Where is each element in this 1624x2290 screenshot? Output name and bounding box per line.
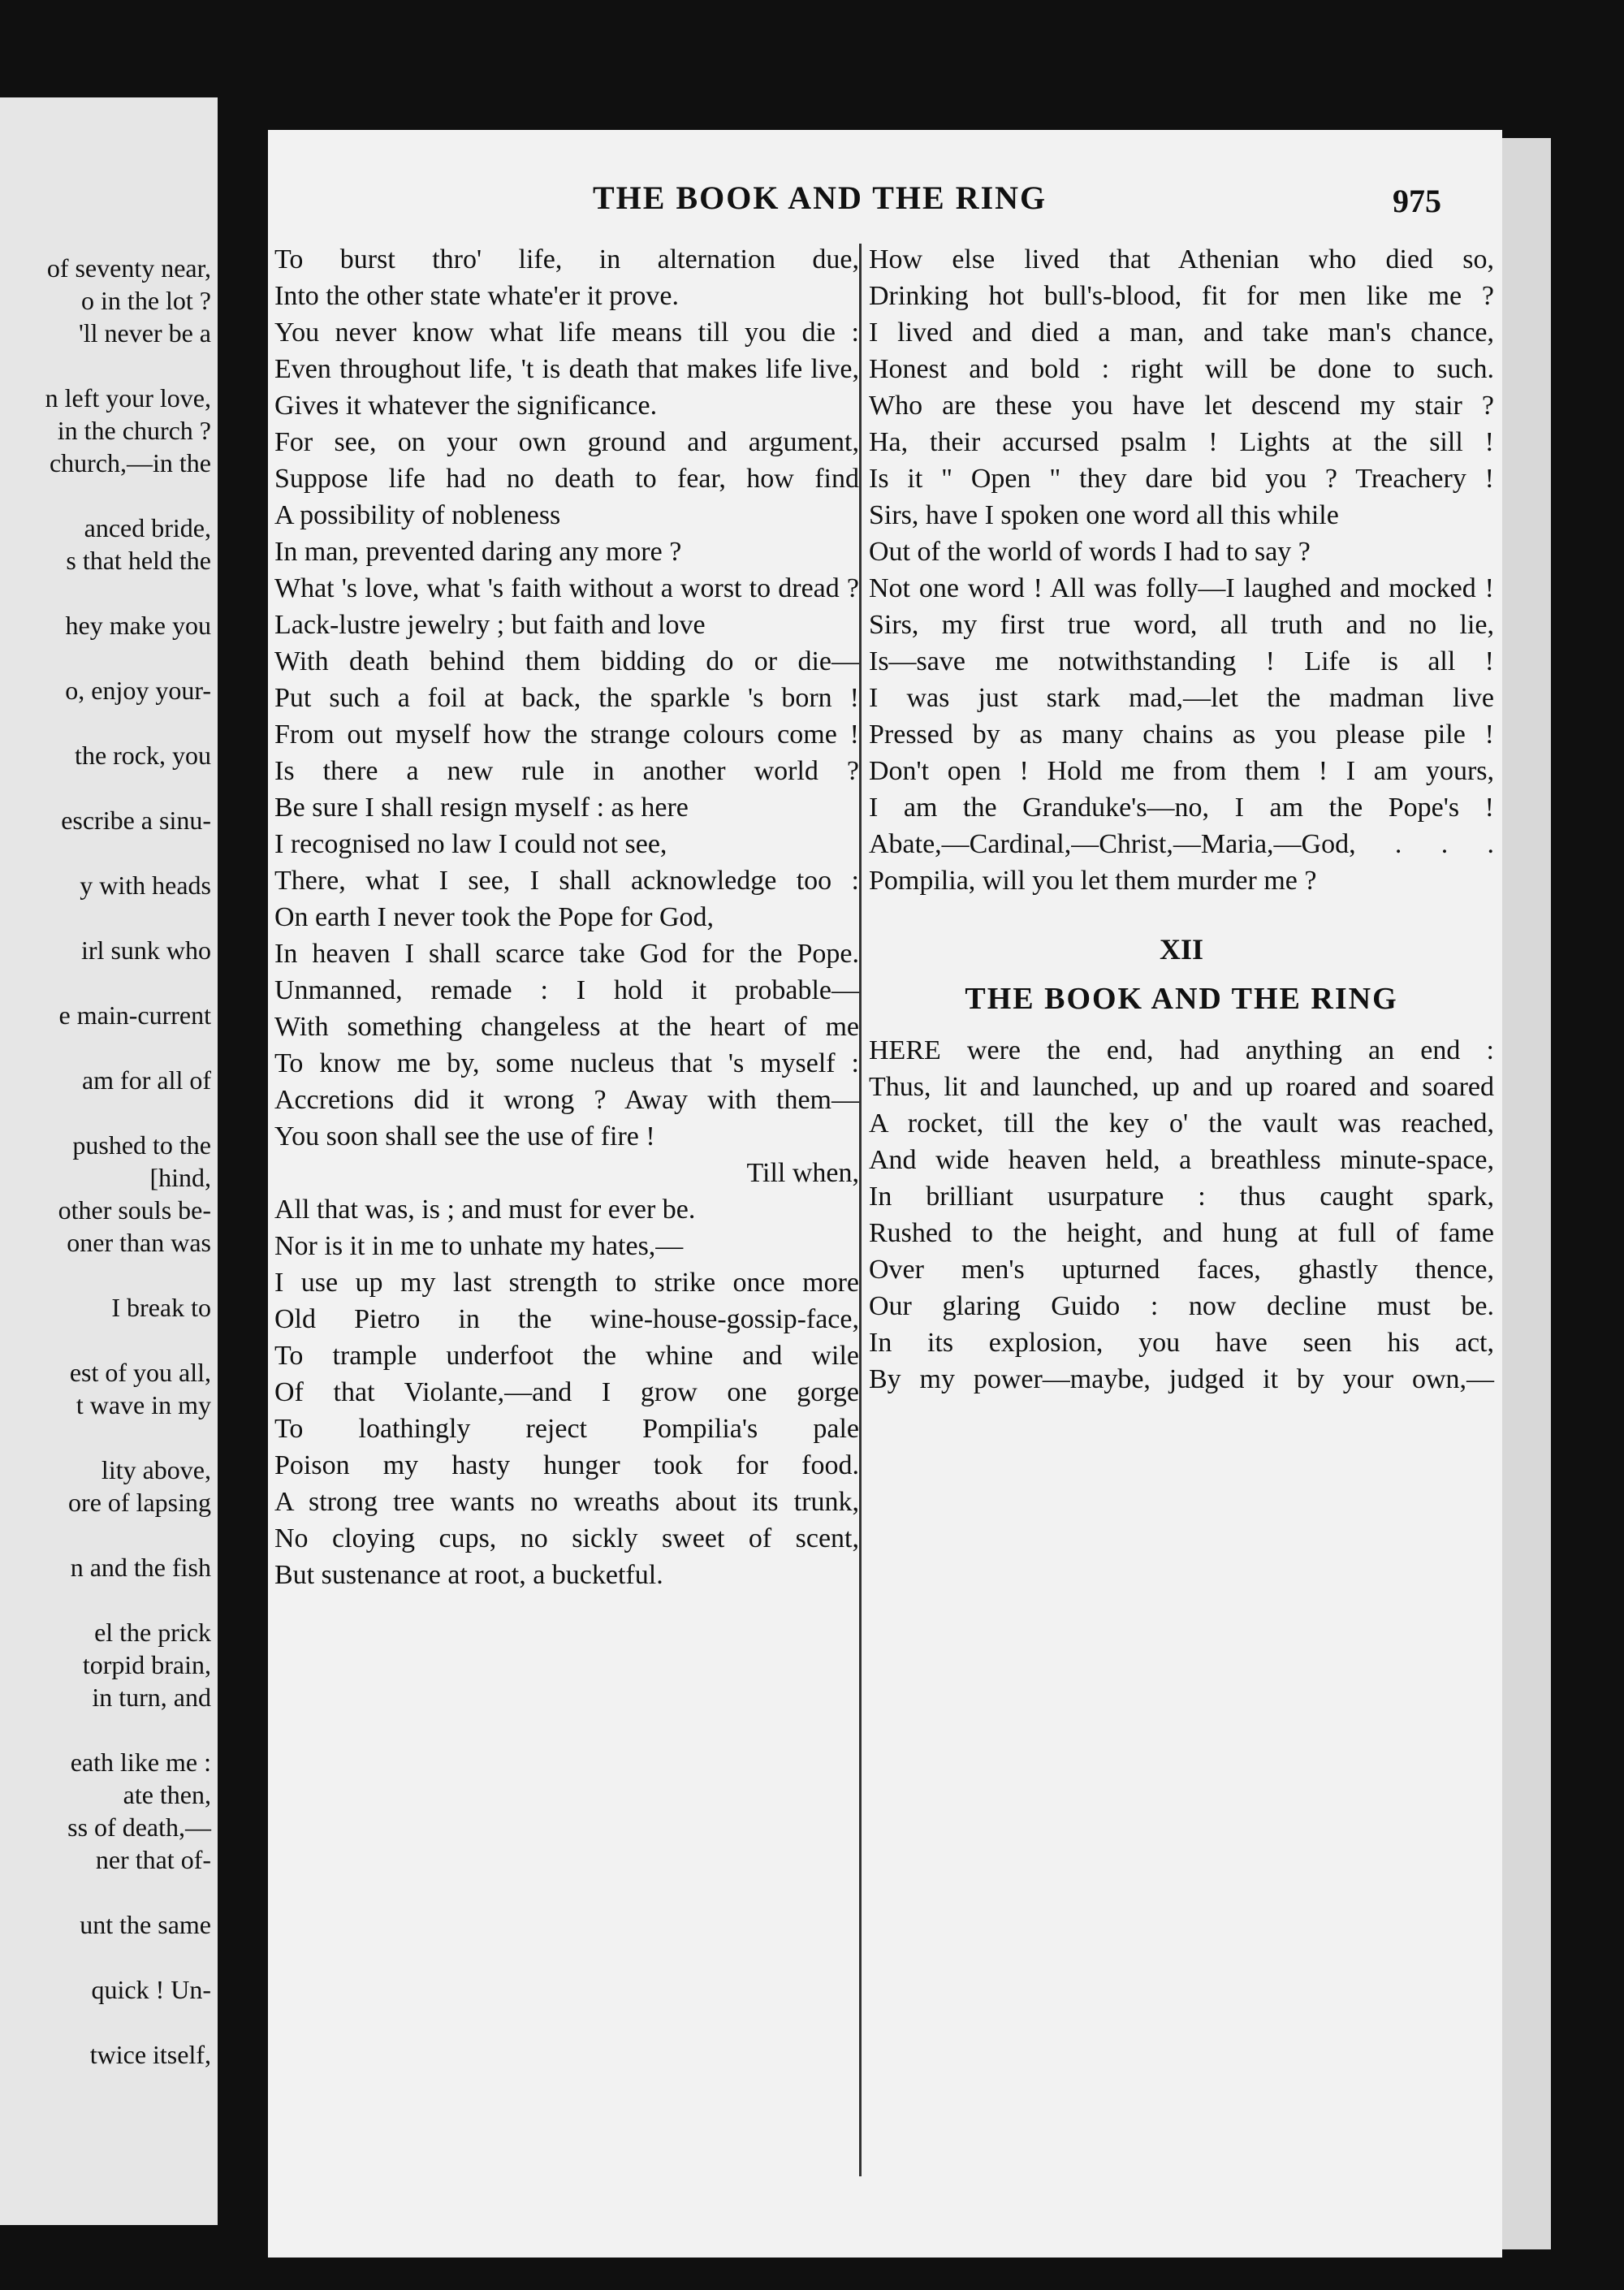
- verse-line: In its explosion, you have seen his act,: [869, 1328, 1494, 1358]
- left-page-line: of seventy near,: [46, 253, 211, 283]
- verse-line: Is it " Open " they dare bid you ? Treachery !: [869, 464, 1494, 494]
- left-page-line: e main-current: [58, 1000, 211, 1030]
- left-page-line: n and the fish: [70, 1553, 211, 1582]
- verse-line: To burst thro' life, in alternation due,: [274, 244, 859, 274]
- verse-line: Old Pietro in the wine-house-gossip-face,: [274, 1304, 859, 1334]
- left-page-line: t wave in my: [76, 1390, 211, 1419]
- verse-line: All that was, is ; and must for ever be.: [274, 1195, 696, 1225]
- left-page-line: o in the lot ?: [81, 286, 211, 315]
- page-number: 975: [1393, 183, 1441, 219]
- left-page-line: torpid brain,: [82, 1650, 211, 1679]
- left-page-line: ate then,: [123, 1780, 211, 1809]
- section-title: THE BOOK AND THE RING: [965, 982, 1398, 1016]
- left-page-line: pushed to the: [72, 1130, 211, 1160]
- left-page-line: n left your love,: [45, 383, 211, 413]
- left-page-line: y with heads: [80, 871, 211, 900]
- running-title: THE BOOK AND THE RING: [593, 179, 1047, 216]
- verse-line: Rushed to the height, and hung at full of fame: [869, 1218, 1494, 1248]
- verse-line: Accretions did it wrong ? Away with them—: [274, 1085, 859, 1115]
- verse-line: I was just stark mad,—let the madman live: [869, 683, 1494, 713]
- left-page-line: est of you all,: [69, 1358, 211, 1387]
- left-page-line: ss of death,—: [67, 1813, 211, 1842]
- verse-line: Don't open ! Hold me from them ! I am yours,: [869, 756, 1494, 786]
- left-page-line: church,—in the: [49, 448, 211, 477]
- verse-line: Honest and bold : right will be done to such.: [869, 354, 1494, 384]
- verse-line: To know me by, some nucleus that 's myself :: [274, 1048, 859, 1078]
- verse-line: But sustenance at root, a bucketful.: [274, 1560, 663, 1590]
- verse-line: Thus, lit and launched, up and up roared and soared: [869, 1072, 1494, 1102]
- verse-line: Sirs, have I spoken one word all this while: [869, 500, 1339, 530]
- verse-line: Our glaring Guido : now decline must be.: [869, 1291, 1494, 1321]
- verse-line: Nor is it in me to unhate my hates,—: [274, 1231, 684, 1261]
- verse-line: On earth I never took the Pope for God,: [274, 902, 715, 932]
- verse-line: To trample underfoot the whine and wile: [274, 1341, 859, 1371]
- left-page-line: o, enjoy your-: [65, 676, 211, 705]
- page-header: [268, 179, 1502, 227]
- left-page-line: quick ! Un-: [91, 1975, 211, 2004]
- verse-line: A strong tree wants no wreaths about its trunk,: [274, 1487, 859, 1517]
- verse-line: In heaven I shall scarce take God for the Pope.: [274, 939, 859, 969]
- verse-line: Ha, their accursed psalm ! Lights at the sill !: [869, 427, 1494, 457]
- verse-line: Into the other state whate'er it prove.: [274, 281, 679, 311]
- verse-line: In man, prevented daring any more ?: [274, 537, 682, 567]
- verse-line: Sirs, my first true word, all truth and no lie,: [869, 610, 1494, 640]
- verse-line: I lived and died a man, and take man's chance,: [869, 318, 1494, 348]
- left-page-line: ner that of-: [95, 1845, 211, 1874]
- left-page-line: I break to: [111, 1293, 211, 1322]
- verse-line: Of that Violante,—and I grow one gorge: [274, 1377, 859, 1407]
- verse-line: Not one word ! All was folly—I laughed and mocked !: [869, 573, 1494, 603]
- left-page-line: in the church ?: [57, 416, 211, 445]
- verse-line: Put such a foil at back, the sparkle 's born !: [274, 683, 859, 713]
- verse-line: Gives it whatever the significance.: [274, 391, 658, 421]
- verse-line: With something changeless at the heart of me: [274, 1012, 859, 1042]
- verse-line: Pressed by as many chains as you please pile !: [869, 719, 1494, 750]
- verse-line: Is—save me notwithstanding ! Life is all !: [869, 646, 1494, 676]
- verse-line: Till when,: [746, 1158, 859, 1188]
- verse-line: A rocket, till the key o' the vault was reached,: [869, 1108, 1494, 1139]
- verse-line: Who are these you have let descend my stair ?: [869, 391, 1494, 421]
- verse-line: There, what I see, I shall acknowledge too :: [274, 866, 859, 896]
- verse-line: Abate,—Cardinal,—Christ,—Maria,—God, . . .: [869, 829, 1494, 859]
- left-page-line: [hind,: [149, 1163, 211, 1192]
- section-number: XII: [1159, 933, 1204, 966]
- left-page-line: irl sunk who: [81, 935, 211, 965]
- verse-line: Over men's upturned faces, ghastly thence,: [869, 1255, 1494, 1285]
- verse-line: You soon shall see the use of fire !: [274, 1121, 655, 1151]
- verse-line: Suppose life had no death to fear, how find: [274, 464, 859, 494]
- left-page-line: oner than was: [67, 1228, 211, 1257]
- left-page-line: anced bride,: [84, 513, 211, 542]
- verse-line: Be sure I shall resign myself : as here: [274, 793, 689, 823]
- text-column-right: [869, 244, 1494, 1400]
- verse-line: No cloying cups, no sickly sweet of scent,: [274, 1523, 859, 1553]
- left-page-line: lity above,: [101, 1455, 211, 1484]
- verse-line: Drinking hot bull's-blood, fit for men like me ?: [869, 281, 1494, 311]
- left-page-line: s that held the: [66, 546, 211, 575]
- verse-line: Pompilia, will you let them murder me ?: [869, 866, 1317, 896]
- left-page-line: am for all of: [81, 1065, 211, 1095]
- verse-line: A possibility of nobleness: [274, 500, 561, 530]
- verse-line: Poison my hasty hunger took for food.: [274, 1450, 859, 1480]
- left-page-line: other souls be-: [58, 1195, 211, 1225]
- left-page-line: escribe a sinu-: [61, 806, 211, 835]
- verse-line: Out of the world of words I had to say ?: [869, 537, 1311, 567]
- verse-line: Lack-lustre jewelry ; but faith and love: [274, 610, 706, 640]
- verse-line: I am the Granduke's—no, I am the Pope's !: [869, 793, 1494, 823]
- verse-line: HERE were the end, had anything an end :: [869, 1035, 1494, 1065]
- verse-line: How else lived that Athenian who died so,: [869, 244, 1494, 274]
- verse-line: Even throughout life, 't is death that makes life live,: [274, 354, 859, 384]
- verse-line: By my power—maybe, judged it by your own,—: [869, 1364, 1494, 1394]
- verse-line: In brilliant usurpature : thus caught spark,: [869, 1182, 1494, 1212]
- left-page-line: el the prick: [94, 1618, 211, 1647]
- verse-line: Unmanned, remade : I hold it probable—: [274, 975, 859, 1005]
- verse-line: I use up my last strength to strike once more: [274, 1268, 859, 1298]
- left-page-line: in turn, and: [92, 1683, 211, 1712]
- left-page-line: hey make you: [65, 611, 211, 640]
- verse-line: I recognised no law I could not see,: [274, 829, 667, 859]
- verse-line: From out myself how the strange colours come !: [274, 719, 859, 750]
- left-page: [0, 97, 218, 2225]
- verse-line: Is there a new rule in another world ?: [274, 756, 859, 786]
- text-column-left: [274, 244, 859, 1596]
- left-page-line: 'll never be a: [78, 318, 211, 348]
- right-page: [268, 130, 1502, 2258]
- verse-line: You never know what life means till you die :: [274, 318, 859, 348]
- verse-line: And wide heaven held, a breathless minute-space,: [869, 1145, 1494, 1175]
- left-page-line: twice itself,: [89, 2040, 211, 2069]
- verse-line: For see, on your own ground and argument,: [274, 427, 859, 457]
- left-page-line: eath like me :: [70, 1748, 211, 1777]
- page-edge: [1502, 138, 1551, 2249]
- column-divider: [859, 244, 862, 2176]
- verse-line: With death behind them bidding do or die—: [274, 646, 859, 676]
- verse-line: To loathingly reject Pompilia's pale: [274, 1414, 859, 1444]
- verse-line: What 's love, what 's faith without a worst to dread ?: [274, 573, 859, 603]
- left-page-line: unt the same: [80, 1910, 211, 1939]
- left-page-line: ore of lapsing: [68, 1488, 211, 1517]
- left-page-line: the rock, you: [75, 741, 211, 770]
